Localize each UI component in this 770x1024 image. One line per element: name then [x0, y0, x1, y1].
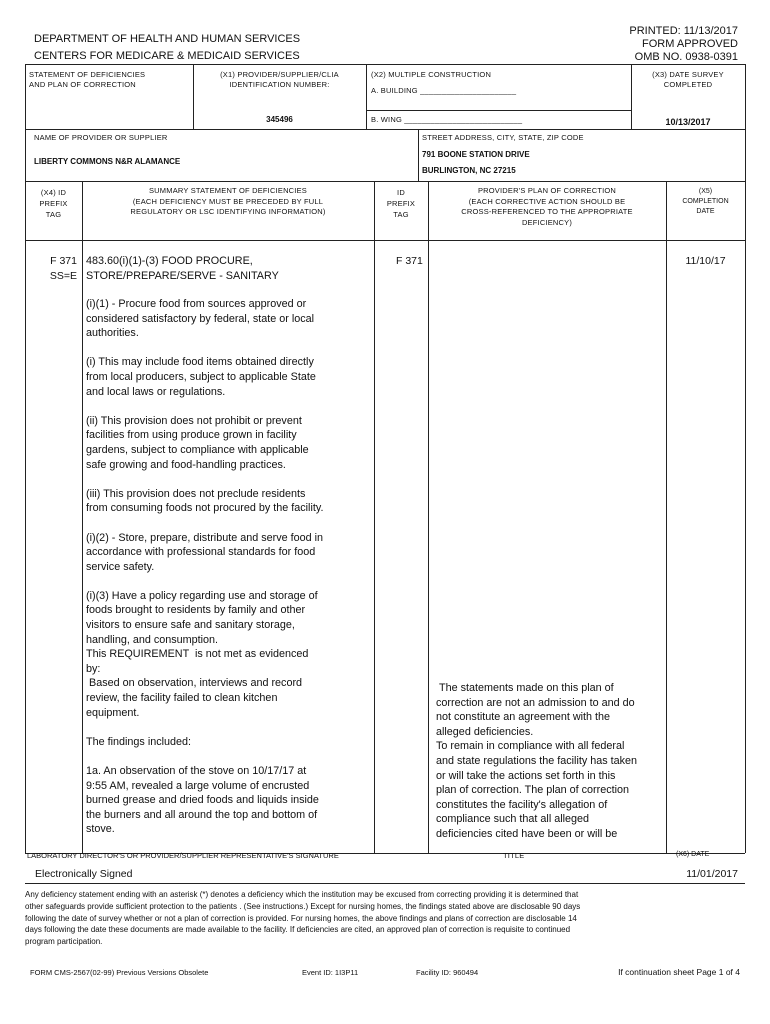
scope-severity: SS=E — [49, 270, 77, 282]
omb-number: OMB NO. 0938-0391 — [634, 51, 738, 63]
signature-label: LABORATORY DIRECTOR'S OR PROVIDER/SUPPLIER REPRESENTATIVE'S SIGNATURE — [27, 851, 339, 860]
id-header: ID PREFIX TAG — [386, 188, 416, 219]
street-address: 791 BOONE STATION DRIVE — [422, 150, 530, 159]
title-label: TITLE — [503, 851, 525, 860]
form-approved: FORM APPROVED — [642, 38, 738, 50]
deficiency-tag: F 371 — [50, 255, 77, 267]
facility-id: Facility ID: 960494 — [416, 968, 479, 977]
address-label: STREET ADDRESS, CITY, STATE, ZIP CODE — [422, 133, 584, 142]
x1-label: (X1) PROVIDER/SUPPLIER/CLIA IDENTIFICATION NUMBER: — [220, 70, 339, 89]
id-prefix-tag: F 371 — [396, 255, 423, 267]
deficiency-title: 483.60(i)(1)-(3) FOOD PROCURE, STORE/PREPARE/SERVE - SANITARY — [86, 255, 279, 282]
signature-value: Electronically Signed — [35, 868, 133, 880]
signature-date: 11/01/2017 — [686, 868, 738, 880]
form-number: FORM CMS-2567(02-99) Previous Versions Obsolete — [30, 968, 209, 977]
building-field: A. BUILDING ______________________ — [371, 86, 517, 95]
x2-label: (X2) MULTIPLE CONSTRUCTION — [371, 70, 492, 79]
form-right-border — [745, 64, 746, 853]
provider-id: 345496 — [266, 115, 293, 124]
printed-date: PRINTED: 11/13/2017 — [629, 25, 738, 37]
provider-name-label: NAME OF PROVIDER OR SUPPLIER — [34, 133, 168, 142]
disclaimer-text: Any deficiency statement ending with an asterisk (*) denotes a deficiency which the institution may be excused from correcting providing it is determined that other safeguards provide sufficient protection to the patients . (See instructions.) Except for nursing homes, the findings stated above are disclosable 90 days following the date of survey whether or not a plan of correction is provided. For nursing homes, the above findings and plans of correction are disclosable 14 days following the date these documents are made available to the facility. If deficiencies are cited, an approved plan of correction is requisite to continued program participation. — [25, 890, 581, 947]
deficiency-body: (i)(1) - Procure food from sources approved or considered satisfactory by federal, state or local authorities. (i) This may include food items obtained directly from local producers, subject to applicable State and local laws or regulations. (ii) This provision does not prohibit or prevent facilities from using produce grown in facility gardens, subject to compliance with applicable safe growing and food-handling practices. (iii) This provision does not preclude residents from consuming foods not procured by the facility. (i)(2) - Store, prepare, distribute and serve food in accordance with professional standards for food service safety. (i)(3) Have a policy regarding use and storage of foods brought to residents by family and other visitors to ensure safe and sanitary storage, handling, and consumption. This REQUIREMENT is not met as evidenced by: Based on observation, interviews and record review, the facility failed to clean kitchen equipment. The findings included: 1a. An observation of the stove on 10/17/17 at 9:55 AM, revealed a large volume of encrusted burned grease and dried foods and liquids inside the burners and all around the top and bottom of stove. — [86, 298, 324, 836]
department-name: DEPARTMENT OF HEALTH AND HUMAN SERVICES — [34, 33, 301, 45]
plan-header: PROVIDER'S PLAN OF CORRECTION (EACH CORRECTIVE ACTION SHOULD BE CROSS-REFERENCED TO THE APPROPRIATE DEFICIENCY) — [461, 186, 633, 227]
city-state-zip: BURLINGTON, NC 27215 — [422, 166, 516, 175]
form-left-border — [25, 64, 26, 853]
statement-label: STATEMENT OF DEFICIENCIES AND PLAN OF CORRECTION — [29, 70, 146, 89]
provider-name: LIBERTY COMMONS N&R ALAMANCE — [34, 157, 181, 166]
x5-header: (X5) COMPLETION DATE — [682, 188, 729, 215]
x3-label: (X3) DATE SURVEY COMPLETED — [652, 70, 724, 89]
continuation-sheet: If continuation sheet Page 1 of 4 — [618, 967, 740, 977]
wing-field: B. WING ___________________________ — [371, 115, 523, 124]
completion-date: 11/10/17 — [685, 255, 726, 267]
agency-name: CENTERS FOR MEDICARE & MEDICAID SERVICES — [34, 50, 300, 62]
form-top-border — [25, 64, 745, 65]
survey-completed-date: 10/13/2017 — [665, 117, 711, 127]
plan-of-correction: The statements made on this plan of correction are not an admission to and do not constitute an agreement with the alleged deficiencies. To remain in compliance with all federal and state regulations the facility has taken or will take the actions set forth in this plan of correction. The plan of correction constitutes the facility's allegation of compliance such that all alleged deficiencies cited have been or will be — [436, 682, 638, 840]
x4-header: (X4) ID PREFIX TAG — [39, 188, 68, 219]
summary-header: SUMMARY STATEMENT OF DEFICIENCIES (EACH DEFICIENCY MUST BE PRECEDED BY FULL REGULATORY OR LSC IDENTIFYING INFORMATION) — [130, 186, 326, 216]
date-label: (X6) DATE — [676, 851, 710, 858]
event-id: Event ID: 1I3P11 — [302, 968, 359, 977]
